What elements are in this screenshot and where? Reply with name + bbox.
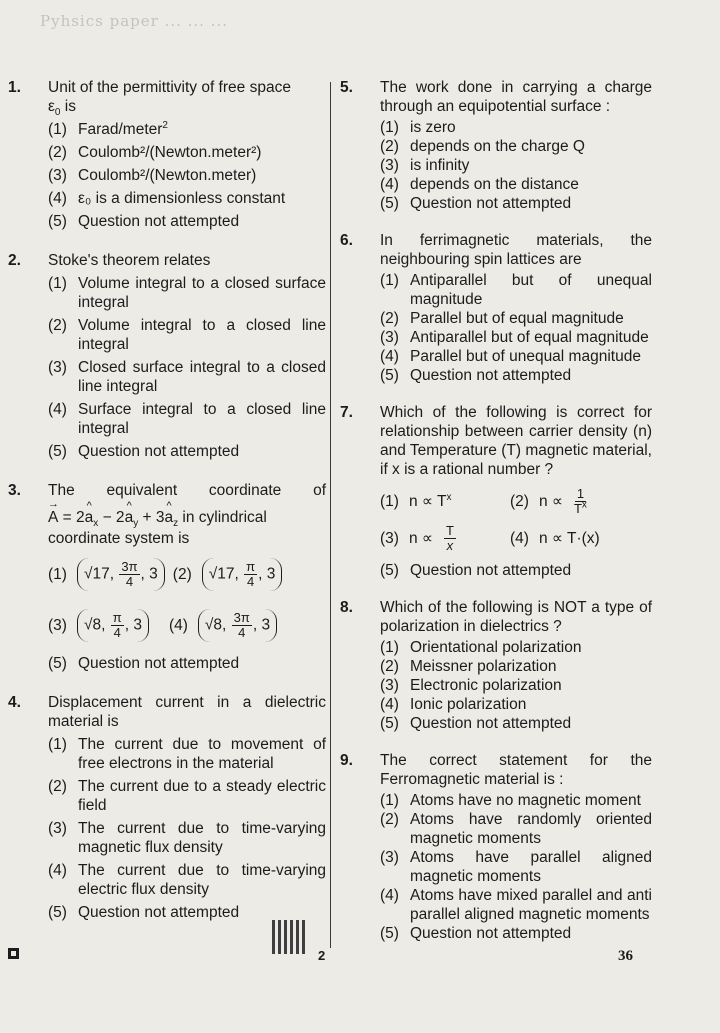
question-9 bbox=[340, 751, 652, 943]
question-number: 5. bbox=[340, 79, 353, 96]
option: (1) is zero bbox=[380, 119, 456, 136]
option: (5) Question not attempted bbox=[380, 367, 572, 384]
option: (4) The current due to time-varying electric flux density bbox=[48, 862, 326, 898]
question-3: 3. The equivalent coordinate of → A = 2^ $a_x$ − 2^ $a_y$ + 3^ $a_z$ in cylindrical coordinate system is (1) √17, $\frac{3\pi}{4}$ , 3 (2) √17, $\frac{\pi}{4}$ , 3 (3) √8, $\frac{\pi}{4}$ , 3 (4) √8, $\frac{3\pi}{4}$ , 3 (5) Question not attempted bbox=[8, 481, 326, 673]
left-column bbox=[8, 78, 326, 942]
qr-code bbox=[272, 920, 308, 954]
question-text: The correct statement for the Ferromagnetic material is : bbox=[380, 752, 652, 788]
option: (3) Coulomb²/(Newton.meter) bbox=[48, 167, 257, 184]
question-text: In ferrimagnetic materials, the neighbouring spin lattices are bbox=[380, 232, 652, 268]
option: (5) Question not attempted bbox=[48, 904, 240, 921]
option: (4) Surface integral to a closed line integral bbox=[48, 401, 326, 437]
option: (3) is infinity bbox=[380, 157, 470, 174]
option: (2) The current due to a steady electric field bbox=[48, 778, 326, 814]
option: (4) depends on the distance bbox=[380, 176, 579, 193]
option: (2) √17, $\frac{\pi}{4}$ , 3 bbox=[173, 558, 283, 591]
question-text: The equivalent coordinate of bbox=[48, 482, 326, 499]
option: (5) Question not attempted bbox=[48, 213, 240, 230]
option: (5) Question not attempted bbox=[48, 443, 240, 460]
question-number: 2. bbox=[8, 252, 21, 269]
option: (3) Antiparallel but of equal magnitude bbox=[380, 329, 649, 346]
option: (3) Atoms have parallel aligned magnetic moments bbox=[380, 849, 652, 885]
option: (1) √17, $\frac{3\pi}{4}$ , 3 bbox=[48, 558, 165, 591]
option: (2) depends on the charge Q bbox=[380, 138, 585, 155]
question-7 bbox=[340, 403, 652, 580]
option: (2) Atoms have randomly oriented magnetic moments bbox=[380, 811, 652, 847]
question-8 bbox=[340, 598, 652, 733]
option-row bbox=[48, 558, 326, 591]
option: (4) Parallel but of unequal magnitude bbox=[380, 348, 641, 365]
question-number: 6. bbox=[340, 232, 353, 249]
question-1 bbox=[8, 78, 326, 231]
option: (1) Orientational polarization bbox=[380, 639, 582, 656]
option: (4) Atoms have mixed parallel and anti parallel aligned magnetic moments bbox=[380, 887, 652, 923]
column-divider bbox=[330, 82, 331, 948]
question-text: Unit of the permittivity of free space $\varepsilon_0$ is bbox=[48, 79, 291, 119]
option: (4) √8, $\frac{3\pi}{4}$ , 3 bbox=[169, 609, 277, 642]
option: (3) n ∝ $\frac{T}{x}$ bbox=[380, 523, 454, 553]
option: (3) Closed surface integral to a closed line integral bbox=[48, 359, 326, 395]
option-row bbox=[48, 609, 326, 642]
question-number: 4. bbox=[8, 694, 21, 711]
question-text: Stoke's theorem relates bbox=[48, 252, 211, 269]
question-text: Which of the following is NOT a type of polarization in dielectrics ? bbox=[380, 599, 652, 635]
question-text: The work done in carrying a charge through an equipotential surface : bbox=[380, 79, 652, 115]
option: (5) Question not attempted bbox=[380, 925, 572, 942]
option: (4) Ionic polarization bbox=[380, 696, 527, 713]
option: (5) Question not attempted bbox=[380, 562, 572, 579]
right-column bbox=[340, 78, 652, 961]
question-5 bbox=[340, 78, 652, 213]
vector-expression: → A = 2^ $a_x$ − 2^ $a_y$ + 3^ $a_z$ in cylindrical bbox=[48, 508, 326, 527]
question-text: Which of the following is correct for relationship between carrier density (n) and Temperature (T) magnetic material, if x is a rational number ? bbox=[380, 404, 652, 478]
question-6 bbox=[340, 231, 652, 385]
header-scribble: Pyhsics paper ... ... ... bbox=[40, 12, 229, 30]
center-page-number: 2 bbox=[318, 948, 326, 963]
option: (5) Question not attempted bbox=[48, 655, 240, 672]
question-number: 7. bbox=[340, 404, 353, 421]
option: (5) Question not attempted bbox=[380, 715, 572, 732]
option: (2) Coulomb²/(Newton.meter²) bbox=[48, 144, 262, 161]
option: (3) The current due to time-varying magnetic flux density bbox=[48, 820, 326, 856]
option: (1) Farad/meter$^2$ bbox=[48, 119, 168, 138]
question-number: 1. bbox=[8, 79, 21, 96]
option-row bbox=[380, 524, 652, 553]
option: (2) Meissner polarization bbox=[380, 658, 557, 675]
option: (1) $n \propto T^x$ bbox=[380, 491, 452, 510]
question-number: 9. bbox=[340, 752, 353, 769]
option: (1) Antiparallel but of unequal magnitude bbox=[380, 272, 652, 308]
option: (1) Volume integral to a closed surface integral bbox=[48, 275, 326, 311]
question-number: 3. bbox=[8, 482, 21, 499]
option: (2) n ∝ $\frac{1}{T^x}$ bbox=[510, 486, 587, 516]
corner-marker bbox=[8, 948, 19, 959]
option-row bbox=[380, 487, 652, 516]
option: (1) The current due to movement of free electrons in the material bbox=[48, 736, 326, 772]
option: (5) Question not attempted bbox=[380, 195, 572, 212]
question-2 bbox=[8, 251, 326, 461]
page-number: 36 bbox=[618, 948, 633, 964]
option: (2) Volume integral to a closed line integral bbox=[48, 317, 326, 353]
option: (1) Atoms have no magnetic moment bbox=[380, 792, 641, 809]
option: (2) Parallel but of equal magnitude bbox=[380, 310, 624, 327]
option: (3) √8, $\frac{\pi}{4}$ , 3 bbox=[48, 609, 149, 642]
question-4 bbox=[8, 693, 326, 922]
question-text: Displacement current in a dielectric material is bbox=[48, 694, 326, 730]
question-number: 8. bbox=[340, 599, 353, 616]
option: (3) Electronic polarization bbox=[380, 677, 562, 694]
option: (4) ε₀ is a dimensionless constant bbox=[48, 190, 286, 207]
option: (4) n ∝ T·(x) bbox=[510, 530, 600, 547]
